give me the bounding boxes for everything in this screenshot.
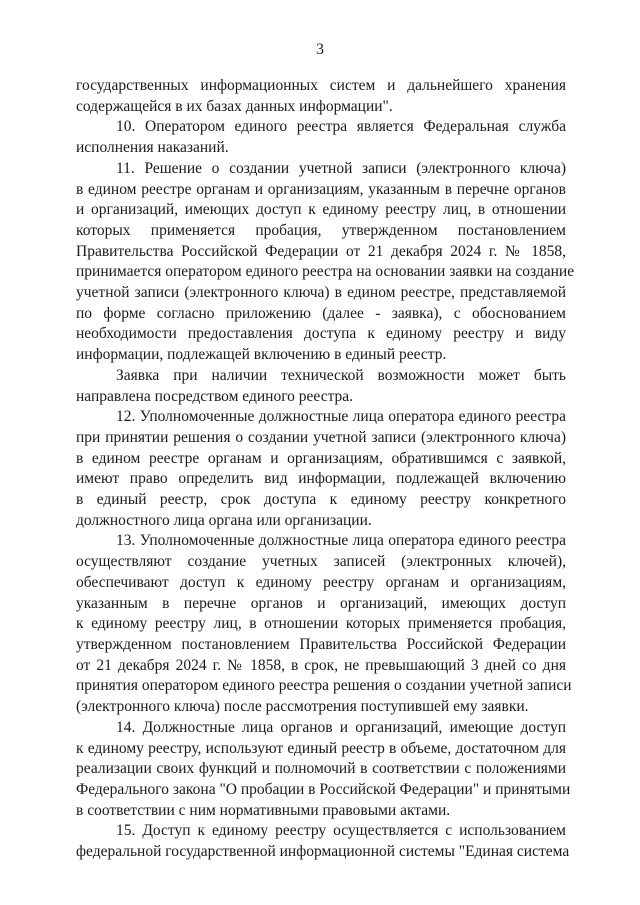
text-line: к единому реестру, используют единый реестр в объеме, достаточном для [76,739,566,757]
paragraph [76,159,575,366]
text-line: в единый реестр, срок доступа к единому реестру конкретного [76,491,566,509]
paragraph [76,366,566,407]
text-line: 15. Доступ к единому реестру осуществляется с использованием [116,822,566,840]
text-line: осуществляют создание учетных записей (электронных ключей), [76,553,566,571]
text-line: принятия оператором единого реестра решения о создании учетной записи [76,677,572,695]
text-line: принимается оператором единого реестра на основании заявки на создание [76,263,575,281]
text-line: от 21 декабря 2024 г. № 1858, в срок, не превышающий 3 дней со дня [76,656,566,674]
text-line: Федерального закона "О пробации в Российской Федерации" и принятыми [76,780,571,798]
text-line: 11. Решение о создании учетной записи (электронного ключа) [116,159,566,177]
text-line: учетной записи (электронного ключа) в едином реестре, представляемой [76,284,566,302]
text-line: указанным в перечне органов и организаций, имеющих доступ [76,594,566,612]
paragraph [76,117,566,158]
text-line: Правительства Российской Федерации от 21 декабря 2024 г. № 1858, [76,242,566,260]
text-line: при принятии решения о создании учетной записи (электронного ключа) [76,428,566,446]
text-line: содержащейся в их базах данных информации". [76,97,393,115]
paragraph [76,821,570,862]
text-line: в едином реестре органам и организациям, обратившимся с заявкой, [76,449,566,467]
text-line: к единому реестру лиц, в отношении которых применяется пробация, [76,615,566,633]
text-line: 10. Оператором единого реестра является Федеральная служба [116,118,566,136]
text-line: имеют право определить вид информации, подлежащей включению [76,470,566,488]
page-number: 3 [316,41,324,58]
document-body [76,76,575,863]
text-line: направлена посредством единого реестра. [76,387,354,405]
text-line: обеспечивают доступ к единому реестру органам и организациям, [76,573,566,591]
paragraph [76,531,572,717]
paragraph [76,76,566,117]
text-line: в едином реестре органам и организациям, указанным в перечне органов [76,180,566,198]
text-line: по форме согласно приложению (далее - заявка), с обоснованием [76,304,566,322]
text-line: которых применяется пробация, утвержденном постановлением [76,221,566,239]
text-line: утвержденном постановлением Правительства Российской Федерации [76,635,566,653]
text-line: необходимости предоставления доступа к единому реестру и виду [76,325,566,343]
text-line: должностного лица органа или организации. [76,511,372,529]
text-line: (электронного ключа) после рассмотрения поступившей ему заявки. [76,698,529,716]
text-line: 14. Должностные лица органов и организаций, имеющие доступ [116,718,566,736]
paragraph [76,718,571,822]
text-line: федеральной государственной информационной системы "Единая система [76,843,570,861]
paragraph [76,407,566,531]
text-line: и организаций, имеющих доступ к единому реестру лиц, в отношении [76,201,566,219]
text-line: 13. Уполномоченные должностные лица оператора единого реестра [116,532,566,550]
text-line: реализации своих функций и полномочий в соответствии с положениями [76,760,566,778]
text-line: 12. Уполномоченные должностные лица оператора единого реестра [116,408,566,426]
text-line: в соответствии с ним нормативными правовыми актами. [76,801,451,819]
text-line: Заявка при наличии технической возможности может быть [116,366,566,384]
text-line: государственных информационных систем и дальнейшего хранения [76,77,566,94]
text-line: информации, подлежащей включению в единый реестр. [76,346,447,364]
text-line: исполнения наказаний. [76,139,229,157]
